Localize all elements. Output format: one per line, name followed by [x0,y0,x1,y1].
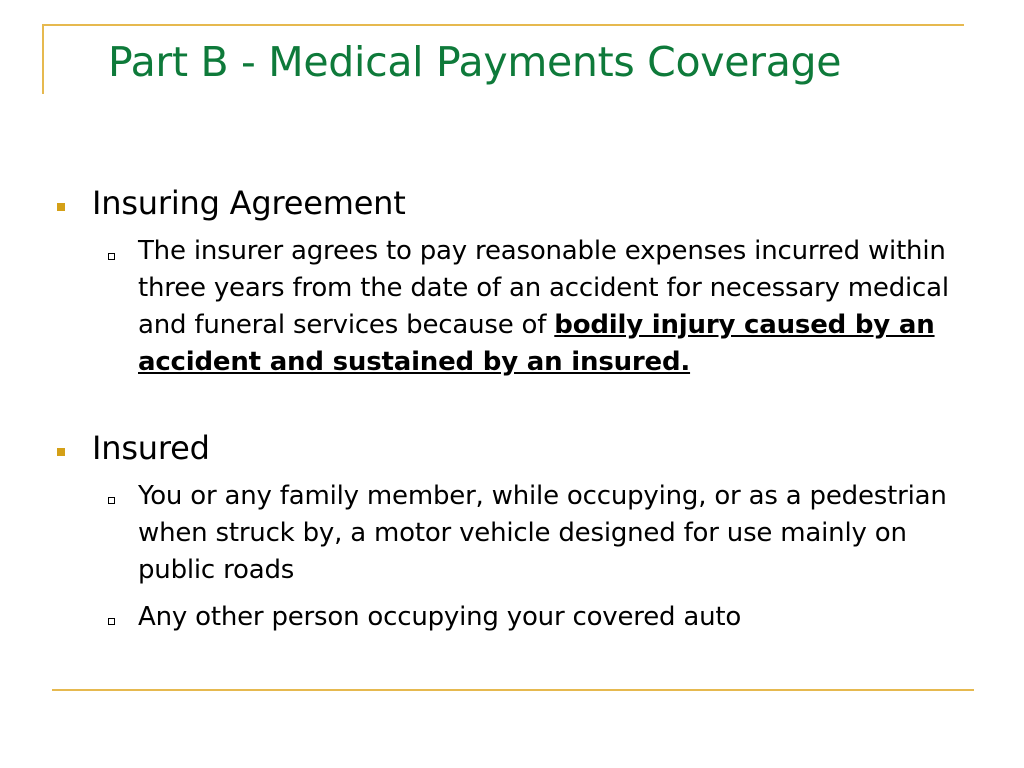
hollow-square-bullet-icon [108,618,115,625]
section-heading-insured: Insured [92,429,210,467]
insured-item-other-person: Any other person occupying your covered auto [138,602,742,632]
hollow-square-bullet-icon [108,253,115,260]
square-bullet-icon [57,203,65,211]
square-bullet-icon [57,448,65,456]
left-rule [42,24,44,94]
section-heading-insuring-agreement: Insuring Agreement [92,184,406,222]
slide-title: Part B - Medical Payments Coverage [108,38,842,86]
hollow-square-bullet-icon [108,497,115,504]
insuring-agreement-body: The insurer agrees to pay reasonable expenses incurred within three years from the date of an accident for necessary medical and funeral services because of [138,236,949,340]
insured-item-family: You or any family member, while occupying, or as a pedestrian when struck by, a motor vehicle designed for use mainly on public roads [138,481,947,585]
bottom-rule [52,689,974,691]
insuring-agreement-text [138,233,973,381]
top-rule [42,24,964,26]
insuring-agreement-emphasis: bodily injury caused by an accident and sustained by an insured. [138,310,935,377]
